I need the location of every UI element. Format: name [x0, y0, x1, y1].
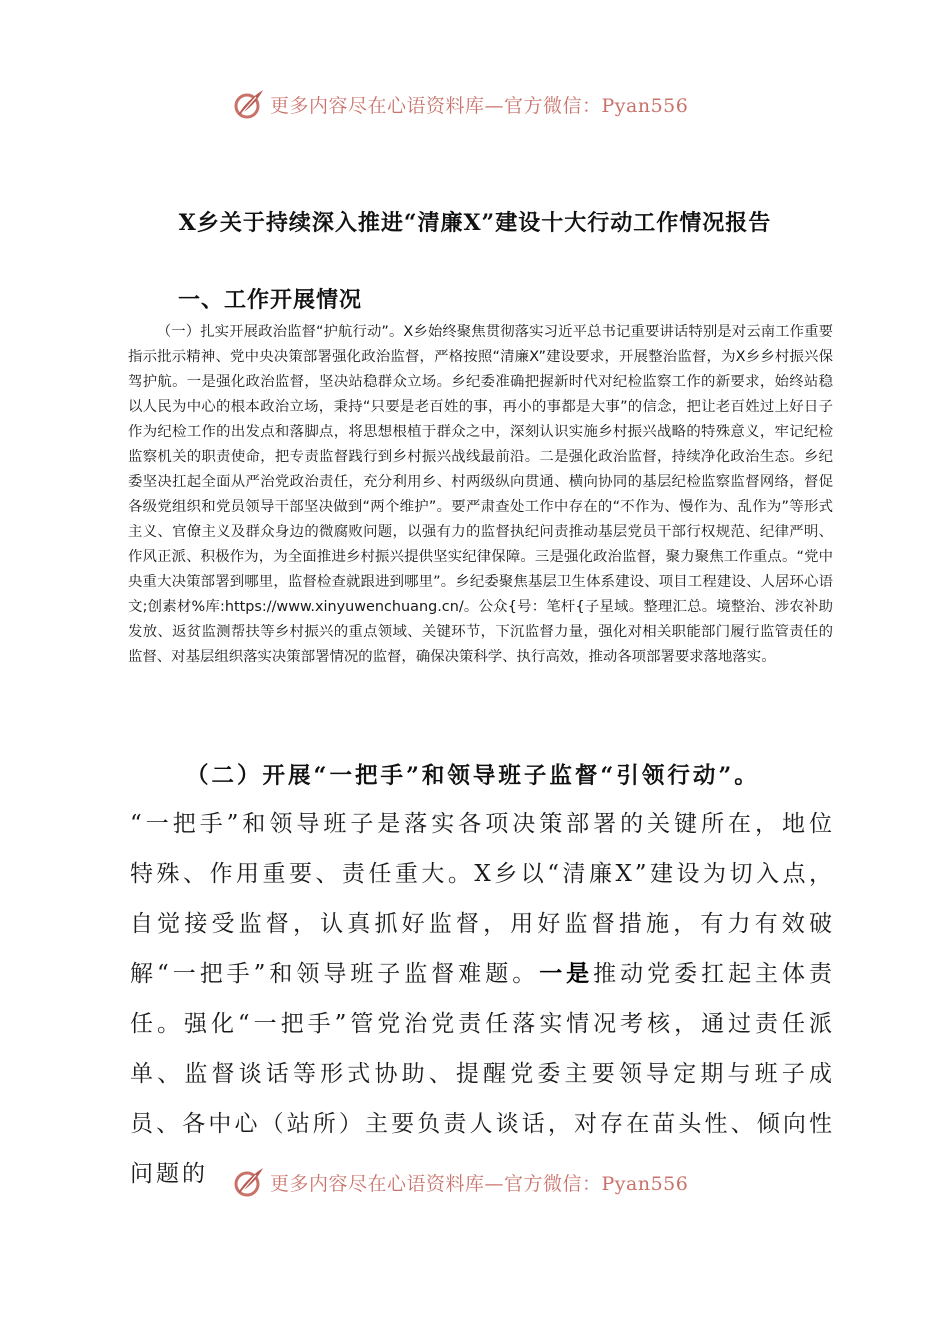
watermark-footer [232, 1164, 688, 1200]
paragraph-2 [130, 800, 835, 1199]
quill-logo-icon [232, 87, 266, 121]
paragraph-2-text-b: 推动党委扛起主体责任。强化“一把手”管党治党责任落实情况考核，通过责任派单、监督谈话等形式协助、提醒党委主要领导定期与班子成员、各中心（站所）主要负责人谈话，对存在苗头性、倾向性问题的 [130, 961, 836, 1187]
watermark-header [232, 86, 688, 122]
section-heading-1: 一、工作开展情况 [178, 287, 363, 313]
quill-logo-icon [232, 1165, 266, 1199]
watermark-text: 更多内容尽在心语资料库—官方微信：Pyan556 [270, 1172, 689, 1195]
section-heading-2: （二）开展“一把手”和领导班子监督“引领行动”。 [186, 763, 760, 789]
document-title: X乡关于持续深入推进“清廉X”建设十大行动工作情况报告 [178, 210, 772, 236]
paragraph-2-text-a: “一把手”和领导班子是落实各项决策部署的关键所在，地位特殊、作用重要、责任重大。X乡以“清廉X”建设为切入点，自觉接受监督，认真抓好监督，用好监督措施，有力有效破解“一把手”和领导班子监督难题。 [130, 811, 835, 988]
paragraph-1: （一）扎实开展政治监督“护航行动”。X乡始终聚焦贯彻落实习近平总书记重要讲话特别是对云南工作重要指示批示精神、党中央决策部署强化政治监督，严格按照“清廉X”建设要求，开展整治监督，为X乡乡村振兴保驾护航。一是强化政治监督，坚决站稳群众立场。乡纪委准确把握新时代对纪检监察工作的新要求，始终站稳以人民为中心的根本政治立场，秉持“只要是老百姓的事，再小的事都是大事”的信念，把让老百姓过上好日子作为纪检工作的出发点和落脚点，将思想根植于群众之中，深刻认识实施乡村振兴战略的特殊意义，牢记纪检监察机关的职责使命，把专责监督践行到乡村振兴战线最前沿。二是强化政治监督，持续净化政治生态。乡纪委坚决扛起全面从严治党政治责任，充分利用乡、村两级纵向贯通、横向协同的基层纪检监察监督网络，督促各级党组织和党员领导干部坚决做到“两个维护”。要严肃查处工作中存在的“不作为、慢作为、乱作为”等形式主义、官僚主义及群众身边的微腐败问题，以强有力的监督执纪问责推动基层党员干部行权规范、纪律严明、作风正派、积极作为，为全面推进乡村振兴提供坚实纪律保障。三是强化政治监督，聚力聚焦工作重点。“党中央重大决策部署到哪里，监督检查就跟进到哪里”。乡纪委聚焦基层卫生体系建设、项目工程建设、人居环心语文;创素材%库:https://www.xinyuwenchuang.cn/。公众{号：笔杆{子星域。整理汇总。境整治、涉农补助发放、返贫监测帮扶等乡村振兴的重点领域、关键环节，下沉监督力量，强化对相关职能部门履行监管责任的监督、对基层组织落实决策部署情况的监督，确保决策科学、执行高效，推动各项部署要求落地落实。 [128, 324, 833, 665]
watermark-text: 更多内容尽在心语资料库—官方微信：Pyan556 [270, 94, 689, 117]
paragraph-2-emphasis: 一是 [539, 960, 594, 988]
